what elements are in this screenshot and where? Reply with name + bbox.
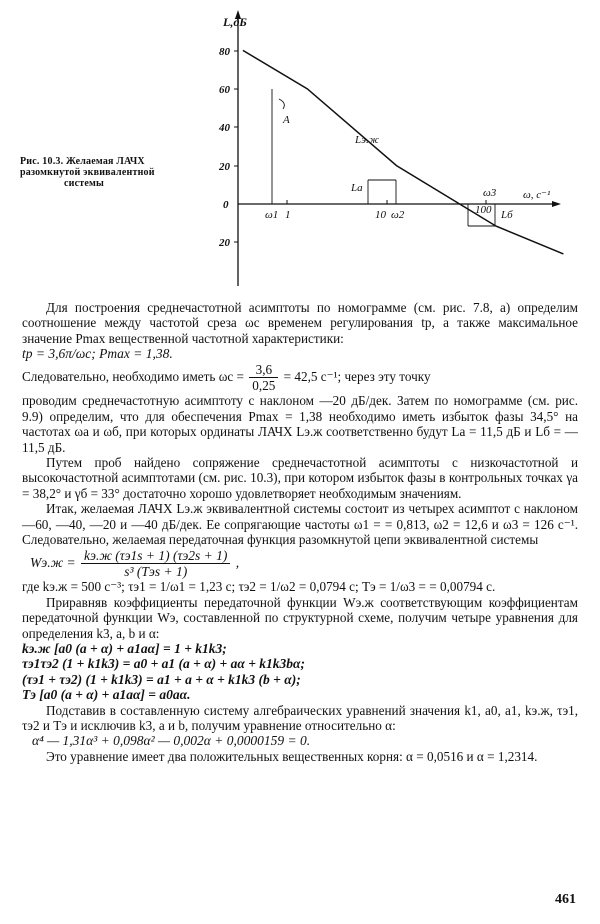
figure-caption [20, 156, 205, 189]
equation-4: Tэ [a0 (a + α) + a1aα] = a0aα. [22, 687, 191, 703]
caption-line-3: системы [64, 178, 105, 189]
paragraph-5: где kэ.ж = 500 с⁻³; τэ1 = 1/ω1 = 1,23 с; τэ2 = 1/ω2 = 0,0794 с; Tэ = 1/ω3 = = 0,00794 с. [22, 579, 496, 595]
alpha-polynomial: α⁴ — 1,31α³ + 0,098α² — 0,002α + 0,0000159 = 0. [32, 733, 311, 749]
x-axis-label: ω, с⁻¹ [523, 189, 551, 201]
tf-lhs: Wэ.ж = [30, 554, 76, 570]
equation-2: τэ1τэ2 (1 + k1k3) = a0 + a1 (a + α) + aα + k1k3bα; [22, 656, 305, 672]
lej-asymptote-line [243, 50, 564, 254]
series-label: Lэ.ж [355, 134, 379, 146]
phase-arc [279, 99, 284, 109]
point-A-label: A [283, 114, 290, 126]
paragraph-2b: = 42,5 с⁻¹; через эту точку [283, 368, 431, 384]
fraction-wc [249, 362, 278, 394]
y-ticks [218, 46, 238, 249]
tf-denominator: s³ (Tэs + 1) [124, 563, 188, 579]
equation-3: (τэ1 + τэ2) (1 + k1k3) = a1 + a + α + k1k3 (b + α); [22, 671, 301, 687]
paragraph-7: Подставив в составленную систему алгебраических уравнений значения k1, a0, a1, kэ.ж, τэ1, τэ2 и Tэ и исключив k3, a и b, получим уравнение относительно α: [22, 702, 578, 733]
paragraph-2c: проводим среднечастотную асимптоту с наклоном —20 дБ/дек. Затем по номограмме (см. рис. 9.9) определим, что для обеспечения Pmax = 1,38 необходимо иметь избыток фазы 34,5° на частотах ωа и ωб, при которых ординаты ЛАЧХ Lэ.ж соответственно будут Lа = 11,5 дБ и Lб = —11,5 дБ. [22, 393, 578, 455]
main-text [22, 300, 578, 764]
y-tick-label: 20 [219, 161, 230, 173]
paragraph-6: Приравняв коэффициенты передаточной функции Wэ.ж соответствующим коэффициентам передаточной функции Wэ, составленной по структурной схеме, получим четыре уравнения для определения k3, a, b и α: [22, 594, 578, 641]
x-tick-label: 1 [285, 209, 291, 221]
paragraph-1: Для построения среднечастотной асимптоты по номограмме (см. рис. 7.8, а) определим соотношение между частотой среза ωс временем регулирования tр, а также максимальное значение Pmax вещественной частотной характеристики: [22, 300, 578, 346]
paragraph-2-lead [22, 362, 578, 394]
caption-line-1: Рис. 10.3. Желаемая ЛАЧХ [20, 156, 145, 167]
x-axis-arrow [552, 201, 561, 207]
Lb-label: Lб [501, 209, 513, 221]
formula-tp-pmax: tр = 3,6π/ωс; Pmax = 1,38. [22, 346, 173, 362]
tf-numerator: kэ.ж (τэ1s + 1) (τэ2s + 1) [81, 548, 230, 564]
La-label: La [351, 182, 363, 194]
x-tick-label: 100 [475, 204, 492, 216]
omega2-label: ω2 [391, 209, 405, 221]
page-number: 461 [555, 892, 576, 907]
caption-line-2: разомкнутой эквивалентной [20, 167, 155, 178]
paragraph-4: Итак, желаемая ЛАЧХ Lэ.ж эквивалентной системы состоит из четырех асимптот с наклоном —60, —40, —20 и —40 дБ/дек. Ее сопрягающие частоты ω1 = = 0,813, ω2 = 12,6 и ω3 = 126 с⁻¹. Следовательно, желаемая передаточная функция разомкнутой цепи эквивалентной системы [22, 501, 578, 548]
y-tick-label: 80 [219, 46, 230, 58]
y-axis-label: L,дБ [223, 15, 247, 29]
x-tick-label: 10 [375, 209, 386, 221]
paragraph-8: Это уравнение имеет два положительных вещественных корня: α = 0,0516 и α = 1,2314. [46, 748, 538, 764]
paragraph-3: Путем проб найдено сопряжение среднечастотной асимптоты с низкочастотной и высокочастотной асимптотами (см. рис. 10.3), при котором избыток фазы в контрольных точках γа = 38,2° и γб = 33° достаточно хорошо удовлетворяет необходимым значениям. [22, 455, 578, 501]
tf-fraction [81, 548, 230, 580]
tf-tail: , [235, 554, 240, 570]
equation-1: kэ.ж [a0 (a + α) + a1aα] = 1 + k1k3; [22, 640, 227, 656]
y-tick-label: 0 [223, 199, 229, 211]
fraction-den: 0,25 [252, 378, 276, 394]
paragraph-2a: Следовательно, необходимо иметь ωс = [22, 368, 244, 384]
fraction-num: 3,6 [249, 362, 278, 378]
y-tick-label: 60 [219, 84, 230, 96]
y-tick-label: 40 [219, 122, 230, 134]
omega3-label: ω3 [483, 187, 497, 199]
transfer-function [22, 548, 578, 580]
y-tick-label: 20 [219, 237, 230, 249]
lachh-chart [205, 8, 565, 293]
omega1-label: ω1 [265, 209, 279, 221]
